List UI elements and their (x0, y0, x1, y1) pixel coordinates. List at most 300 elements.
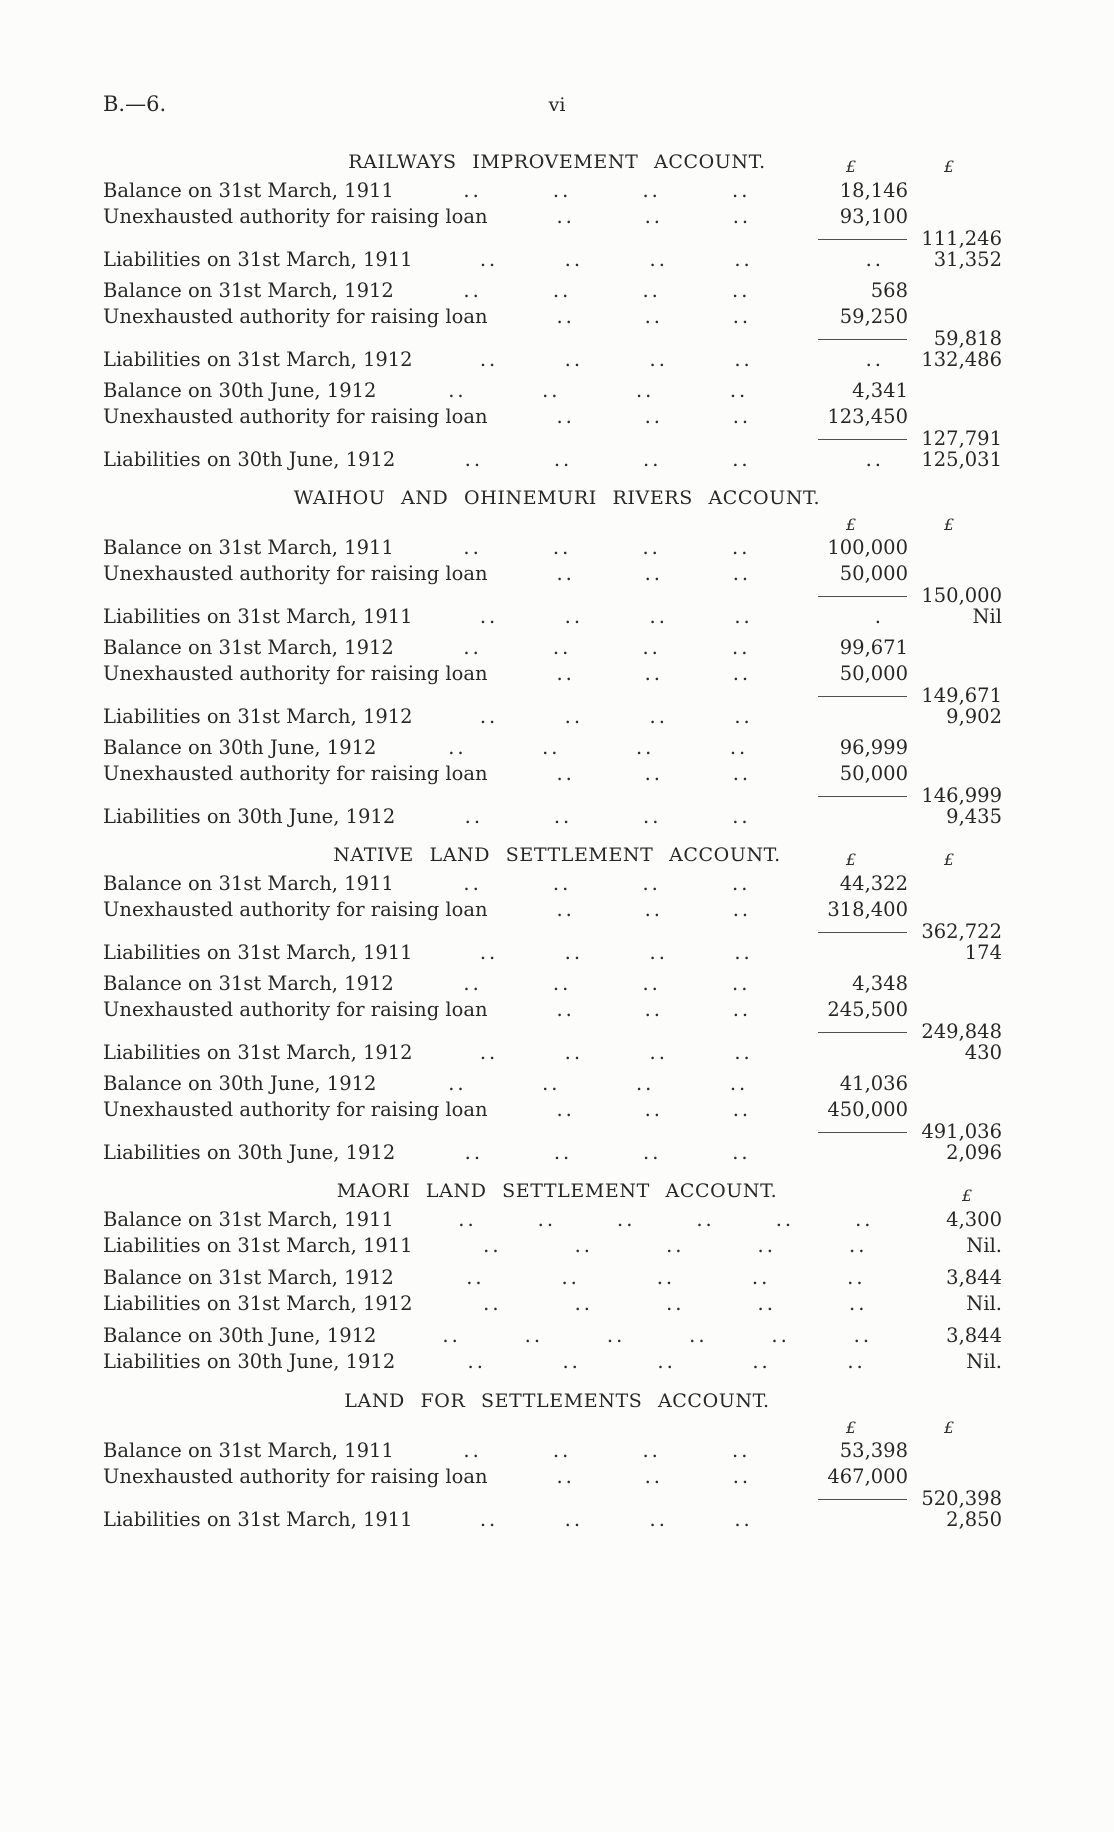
amount-total: 249,848 (921, 1020, 1002, 1043)
dot-leader: .. (649, 348, 668, 371)
amount-col1: 50,000 (839, 762, 908, 785)
dot-leader: .. (644, 562, 663, 585)
dot-leader: .. (463, 636, 482, 659)
sum-rule (818, 1032, 907, 1033)
dot-leader: .. (729, 379, 749, 402)
amount-col1: 41,036 (839, 1072, 908, 1095)
dot-leader: .. (537, 1208, 557, 1231)
row-label: Liabilities on 31st March, 1911 (103, 605, 413, 628)
row-label: Liabilities on 31st March, 1911 (103, 1234, 413, 1257)
amount-col1: 99,671 (839, 636, 908, 659)
amount-total: 520,398 (921, 1487, 1002, 1510)
dot-leader: .. (732, 1098, 752, 1121)
dot-leaders (488, 897, 790, 923)
dot-leader: .. (732, 448, 751, 471)
dot-leader: .. (732, 305, 752, 328)
dot-leader: .. (732, 805, 751, 828)
amount-col2: Nil. (966, 1292, 1002, 1315)
dot-leader: .. (771, 1324, 790, 1347)
dot-leaders (413, 348, 790, 372)
row-label: Balance on 31st March, 1912 (103, 972, 394, 995)
dot-leader: .. (463, 872, 482, 895)
dot-leader: .. (556, 762, 575, 785)
account-row (103, 1323, 1002, 1349)
amount-total: 362,722 (921, 920, 1002, 943)
dot-leader: .. (732, 1439, 751, 1462)
doc-reference: B.—6. (103, 92, 167, 116)
dot-leader: .. (553, 805, 573, 828)
row-label: Balance on 31st March, 1912 (103, 279, 394, 302)
row-label: Unexhausted authority for raising loan (103, 1465, 488, 1488)
section-maori-account (0, 1180, 1114, 1375)
row-label: Liabilities on 31st March, 1912 (103, 348, 413, 371)
pound-sign-col1-icon: £ (846, 1418, 857, 1437)
section-native-account (0, 844, 1114, 1165)
dot-leader: .. (479, 1508, 499, 1531)
dot-leader: .. (734, 605, 753, 628)
dot-leader: .. (734, 1508, 753, 1531)
amount-total: 146,999 (921, 784, 1002, 807)
amount-col1: 4,341 (852, 379, 908, 402)
account-row (103, 535, 1002, 561)
account-row (103, 1120, 1002, 1143)
dot-leader: .. (574, 1292, 593, 1315)
dot-leader: .. (542, 736, 561, 759)
dot-leader: .. (556, 562, 575, 585)
pound-sign-col1-icon: £ (846, 515, 857, 534)
amount-col1: 100,000 (827, 536, 908, 559)
pound-sign-col1-icon: £ (846, 157, 857, 176)
amount-col1: 123,450 (827, 405, 908, 428)
col1-dots: .. (865, 348, 884, 371)
dot-leader: .. (689, 1324, 708, 1347)
row-label: Unexhausted authority for raising loan (103, 205, 488, 228)
pound-sign-col2-icon: £ (944, 515, 955, 534)
amount-total: 111,246 (921, 227, 1002, 250)
row-label: Liabilities on 31st March, 1911 (103, 1508, 413, 1531)
dot-leader: .. (666, 1292, 685, 1315)
amount-total: 59,818 (933, 327, 1002, 350)
account-row (103, 805, 1002, 829)
dot-leader: .. (556, 305, 575, 328)
dot-leaders (376, 378, 790, 404)
account-row (103, 204, 1002, 230)
dot-leader: .. (479, 348, 499, 371)
dot-leader: .. (556, 405, 575, 428)
dot-leaders (488, 661, 790, 687)
amount-col2: 430 (964, 1041, 1002, 1064)
sum-rule (818, 439, 907, 440)
dot-leader: .. (556, 898, 575, 921)
dot-leaders (413, 1291, 908, 1317)
row-label: Unexhausted authority for raising loan (103, 998, 488, 1021)
dot-leader: .. (556, 205, 575, 228)
dot-leader: .. (732, 536, 751, 559)
dot-leaders (488, 997, 790, 1023)
dot-leaders (413, 705, 790, 729)
row-label: Unexhausted authority for raising loan (103, 562, 488, 585)
dot-leader: .. (644, 662, 663, 685)
amount-col2: 9,902 (946, 705, 1002, 728)
amount-total: 127,791 (921, 427, 1002, 450)
account-row (103, 178, 1002, 204)
dot-leaders (413, 1233, 908, 1259)
dot-leaders (394, 871, 790, 897)
account-row (103, 404, 1002, 430)
dot-leader: .. (642, 536, 661, 559)
section-land-account (0, 1390, 1114, 1532)
dot-leader: .. (644, 405, 663, 428)
row-label: Balance on 31st March, 1912 (103, 636, 394, 659)
dot-leader: .. (561, 1266, 580, 1289)
row-label: Balance on 30th June, 1912 (103, 379, 377, 402)
account-row (103, 941, 1002, 965)
dot-leader: .. (479, 605, 499, 628)
account-row (103, 920, 1002, 943)
dot-leaders (394, 635, 790, 661)
dot-leader: .. (732, 1465, 752, 1488)
account-row (103, 1207, 1002, 1233)
account-row (103, 1071, 1002, 1097)
account-row (103, 684, 1002, 707)
dot-leader: .. (635, 736, 655, 759)
section-title-line (0, 151, 1114, 175)
account-row (103, 348, 1002, 372)
dot-leader: .. (656, 1266, 676, 1289)
dot-leader: .. (635, 379, 655, 402)
dot-leader: .. (752, 1350, 771, 1373)
sum-rule (818, 932, 907, 933)
pound-header-row (0, 514, 1114, 535)
amount-col1: 93,100 (839, 205, 908, 228)
sum-rule (818, 796, 907, 797)
dot-leaders (376, 1071, 790, 1097)
account-row (103, 561, 1002, 587)
account-row (103, 1141, 1002, 1165)
amount-col1: 44,322 (839, 872, 908, 895)
row-label: Liabilities on 31st March, 1912 (103, 705, 413, 728)
amount-col2: 31,352 (933, 248, 1002, 271)
dot-leader: .. (642, 636, 661, 659)
dot-leader: .. (644, 898, 663, 921)
section-title: NATIVE LAND SETTLEMENT ACCOUNT. (333, 844, 781, 866)
row-label: Liabilities on 30th June, 1912 (103, 805, 396, 828)
dot-leader: .. (732, 636, 751, 659)
account-row (103, 248, 1002, 272)
dot-leader: .. (552, 636, 572, 659)
dot-leader: .. (732, 998, 752, 1021)
dot-leader: .. (463, 179, 482, 202)
dot-leader: .. (464, 805, 484, 828)
dot-leader: .. (574, 1234, 593, 1257)
account-row (103, 1487, 1002, 1510)
dot-leader: .. (649, 1041, 668, 1064)
amount-col1: 318,400 (827, 898, 908, 921)
row-label: Unexhausted authority for raising loan (103, 1098, 488, 1121)
dot-leader: .. (458, 1208, 477, 1231)
row-label: Liabilities on 31st March, 1912 (103, 1292, 413, 1315)
amount-col2: 3,844 (946, 1266, 1002, 1289)
sum-rule (818, 1132, 907, 1133)
amount-col1: 4,348 (852, 972, 908, 995)
dot-leader: .. (732, 872, 751, 895)
section-title: MAORI LAND SETTLEMENT ACCOUNT. (336, 1180, 778, 1202)
dot-leaders (394, 278, 790, 304)
amount-col1: 467,000 (827, 1465, 908, 1488)
dot-leader: .. (463, 279, 482, 302)
dot-leader: .. (564, 1041, 584, 1064)
dot-leader: .. (552, 1439, 572, 1462)
amount-col1: 568 (870, 279, 908, 302)
account-row (103, 661, 1002, 687)
account-row (103, 584, 1002, 607)
dot-leader: .. (606, 1324, 626, 1347)
pound-header-row (0, 1417, 1114, 1438)
dot-leaders (488, 204, 790, 230)
dot-leader: .. (643, 448, 662, 471)
amount-col2: Nil. (966, 1350, 1002, 1373)
dot-leader: .. (649, 941, 668, 964)
account-row (103, 784, 1002, 807)
row-label: Liabilities on 30th June, 1912 (103, 1350, 396, 1373)
pound-sign-col1-icon: £ (846, 850, 857, 869)
dot-leader: .. (542, 1072, 561, 1095)
dot-leader: .. (855, 1208, 874, 1231)
dot-leader: .. (849, 1292, 868, 1315)
dot-leader: .. (666, 1234, 685, 1257)
account-row (103, 327, 1002, 350)
dot-leader: .. (463, 1439, 482, 1462)
dot-leaders (488, 1097, 790, 1123)
dot-leader: .. (853, 1324, 873, 1347)
dot-leader: .. (734, 941, 753, 964)
dot-leader: .. (757, 1292, 776, 1315)
dot-leader: .. (642, 179, 661, 202)
account-row (103, 971, 1002, 997)
sum-rule (818, 1499, 907, 1500)
pound-sign-col2-icon: £ (962, 1186, 973, 1205)
account-row (103, 427, 1002, 450)
dot-leaders (394, 1438, 790, 1464)
dot-leader: .. (556, 1465, 575, 1488)
dot-leader: .. (642, 1439, 661, 1462)
section-title-line (0, 844, 1114, 868)
amount-total: 491,036 (921, 1120, 1002, 1143)
dot-leaders (394, 1265, 908, 1291)
dot-leader: .. (642, 279, 661, 302)
row-label: Balance on 31st March, 1911 (103, 872, 394, 895)
dot-leader: .. (483, 1234, 502, 1257)
amount-col2: 4,300 (946, 1208, 1002, 1231)
account-row (103, 897, 1002, 923)
section-title-line (0, 487, 1114, 511)
pound-sign-col2-icon: £ (944, 157, 955, 176)
amount-col1: 53,398 (839, 1439, 908, 1462)
dot-leader: .. (466, 1266, 485, 1289)
amount-col2: Nil (972, 605, 1002, 628)
dot-leaders (394, 971, 790, 997)
row-label: Liabilities on 30th June, 1912 (103, 1141, 396, 1164)
dot-leader: .. (729, 736, 749, 759)
account-row (103, 1438, 1002, 1464)
pound-sign-col2-icon: £ (944, 1418, 955, 1437)
dot-leader: .. (552, 536, 572, 559)
account-row (103, 635, 1002, 661)
dot-leader: .. (564, 1508, 584, 1531)
amount-col1: 59,250 (839, 305, 908, 328)
account-row (103, 705, 1002, 729)
sum-rule (818, 239, 907, 240)
dot-leaders (488, 404, 790, 430)
dot-leader: .. (442, 1324, 461, 1347)
row-label: Balance on 31st March, 1911 (103, 1208, 394, 1231)
account-row (103, 605, 1002, 629)
dot-leader: .. (751, 1266, 771, 1289)
dot-leader: .. (732, 405, 752, 428)
dot-leader: .. (467, 1350, 486, 1373)
amount-col1: 245,500 (827, 998, 908, 1021)
dot-leaders (394, 178, 790, 204)
dot-leader: .. (644, 1465, 663, 1488)
amount-col2: 174 (964, 941, 1002, 964)
sum-rule (818, 596, 907, 597)
amount-col2: 2,096 (946, 1141, 1002, 1164)
dot-leaders (395, 448, 790, 472)
row-label: Balance on 31st March, 1911 (103, 179, 394, 202)
amount-col2: 132,486 (921, 348, 1002, 371)
row-label: Balance on 30th June, 1912 (103, 736, 377, 759)
amount-col1: 450,000 (827, 1098, 908, 1121)
dot-leader: .. (732, 898, 752, 921)
dot-leader: .. (649, 1508, 668, 1531)
dot-leader: .. (448, 379, 467, 402)
dot-leader: .. (757, 1234, 776, 1257)
row-label: Balance on 30th June, 1912 (103, 1072, 377, 1095)
sum-rule (818, 696, 907, 697)
dot-leaders (413, 248, 790, 272)
dot-leader: .. (732, 279, 751, 302)
dot-leader: .. (564, 941, 584, 964)
row-label: Liabilities on 31st March, 1911 (103, 248, 413, 271)
dot-leader: .. (553, 1141, 573, 1164)
dot-leader: .. (732, 1141, 751, 1164)
dot-leaders (413, 941, 790, 965)
account-row (103, 1097, 1002, 1123)
dot-leader: .. (644, 998, 663, 1021)
amount-col2: 3,844 (946, 1324, 1002, 1347)
dot-leader: .. (732, 972, 751, 995)
amount-col1: 50,000 (839, 662, 908, 685)
dot-leader: .. (734, 248, 753, 271)
dot-leader: .. (649, 248, 668, 271)
account-row (103, 761, 1002, 787)
account-row (103, 1020, 1002, 1043)
dot-leader: .. (479, 248, 499, 271)
account-row (103, 1464, 1002, 1490)
row-label: Balance on 31st March, 1912 (103, 1266, 394, 1289)
dot-leader: .. (849, 1234, 868, 1257)
dot-leader: .. (734, 705, 753, 728)
dot-leaders (488, 1464, 790, 1490)
row-label: Unexhausted authority for raising loan (103, 305, 488, 328)
dot-leader: .. (556, 998, 575, 1021)
col1-dots: .. (865, 248, 884, 271)
row-label: Liabilities on 31st March, 1911 (103, 941, 413, 964)
account-row (103, 735, 1002, 761)
account-row (103, 448, 1002, 472)
dot-leader: .. (642, 872, 661, 895)
row-label: Balance on 31st March, 1911 (103, 1439, 394, 1462)
dot-leader: .. (479, 941, 499, 964)
sum-rule (818, 339, 907, 340)
dot-leader: .. (644, 1098, 663, 1121)
dot-leader: .. (732, 762, 752, 785)
amount-col1: 50,000 (839, 562, 908, 585)
dot-leader: .. (552, 872, 572, 895)
dot-leader: .. (552, 179, 572, 202)
dot-leaders (413, 605, 790, 629)
row-label: Balance on 31st March, 1911 (103, 536, 394, 559)
dot-leader: .. (564, 705, 584, 728)
dot-leader: .. (463, 972, 482, 995)
section-title: WAIHOU AND OHINEMURI RIVERS ACCOUNT. (293, 487, 821, 509)
dot-leader: .. (644, 762, 663, 785)
dot-leaders (394, 1207, 908, 1233)
dot-leader: .. (732, 662, 752, 685)
dot-leader: .. (642, 972, 661, 995)
row-label: Liabilities on 31st March, 1912 (103, 1041, 413, 1064)
col1-dots: . (874, 605, 884, 628)
dot-leader: .. (643, 1141, 662, 1164)
dot-leader: .. (542, 379, 561, 402)
dot-leader: .. (847, 1350, 866, 1373)
account-row (103, 1349, 1002, 1375)
dot-leaders (376, 735, 790, 761)
dot-leaders (395, 1141, 790, 1165)
dot-leaders (395, 805, 790, 829)
account-row (103, 227, 1002, 250)
dot-leaders (394, 535, 790, 561)
amount-total: 149,671 (921, 684, 1002, 707)
dot-leader: .. (562, 1350, 581, 1373)
dot-leader: .. (734, 1041, 753, 1064)
dot-leaders (488, 304, 790, 330)
account-row (103, 997, 1002, 1023)
section-title-line (0, 1390, 1114, 1414)
section-title: LAND FOR SETTLEMENTS ACCOUNT. (344, 1390, 770, 1412)
dot-leaders (395, 1349, 908, 1375)
row-label: Unexhausted authority for raising loan (103, 662, 488, 685)
page-number: vi (548, 94, 566, 116)
amount-col2: 2,850 (946, 1508, 1002, 1531)
row-label: Unexhausted authority for raising loan (103, 762, 488, 785)
dot-leader: .. (463, 536, 482, 559)
amount-col1: 96,999 (839, 736, 908, 759)
dot-leader: .. (448, 736, 467, 759)
dot-leaders (488, 761, 790, 787)
dot-leader: .. (552, 279, 572, 302)
amount-col2: Nil. (966, 1234, 1002, 1257)
row-label: Unexhausted authority for raising loan (103, 898, 488, 921)
account-row (103, 871, 1002, 897)
dot-leader: .. (524, 1324, 544, 1347)
dot-leader: .. (479, 705, 499, 728)
dot-leaders (413, 1508, 790, 1532)
account-row (103, 1508, 1002, 1532)
dot-leader: .. (483, 1292, 502, 1315)
dot-leader: .. (552, 972, 572, 995)
dot-leader: .. (635, 1072, 655, 1095)
